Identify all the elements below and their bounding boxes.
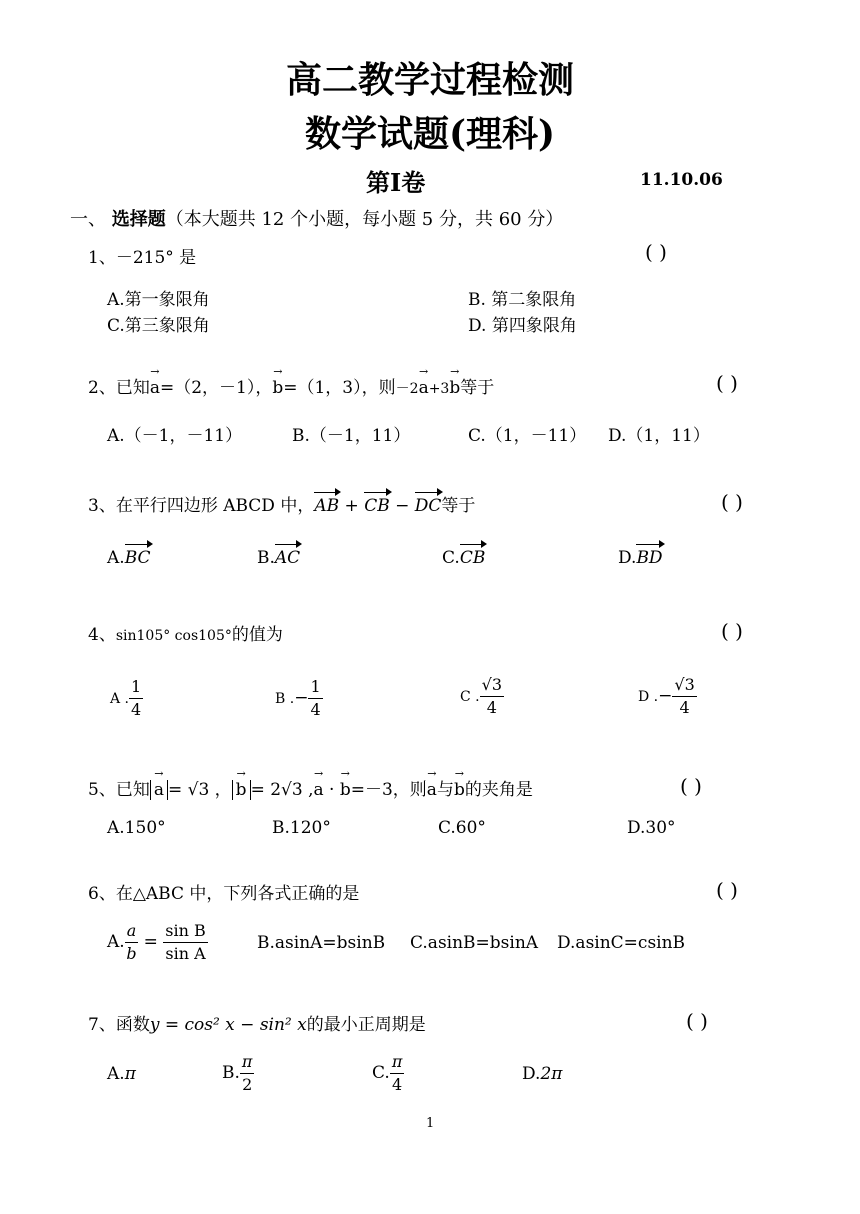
q4-option-b-fraction bbox=[308, 676, 322, 721]
answer-blank-7[interactable]: ( ) bbox=[686, 1009, 708, 1033]
q3-option-c-vector: CB bbox=[459, 548, 486, 568]
fraction-denominator: 4 bbox=[391, 1075, 403, 1094]
fraction-numerator: a bbox=[125, 920, 139, 943]
q3-option-d-label: D. bbox=[618, 548, 637, 568]
q2-prefix: 2、已知 bbox=[88, 378, 150, 398]
q7-option-c-label: C. bbox=[372, 1063, 390, 1083]
q7-option-b bbox=[222, 1051, 254, 1096]
fraction-numerator: 1 bbox=[308, 676, 322, 699]
q7-option-b-fraction bbox=[240, 1051, 255, 1096]
magnitude-b-value: = 2√3 , bbox=[250, 780, 314, 800]
q7-option-a bbox=[107, 1064, 136, 1084]
q6-option-a-label: A. bbox=[107, 932, 125, 952]
page-number: 1 bbox=[426, 1116, 435, 1131]
q7-option-d-value: 2π bbox=[540, 1064, 563, 1084]
fraction-numerator: 1 bbox=[129, 676, 143, 699]
q3-option-a bbox=[107, 548, 151, 568]
q2-suffix: 等于 bbox=[460, 378, 495, 398]
q6-option-a-right-fraction bbox=[163, 920, 207, 965]
q4-option-a-fraction bbox=[129, 676, 143, 721]
q2-option-a: A.（－1，－11） bbox=[107, 426, 243, 446]
q6-option-d: D.asinC=csinB bbox=[557, 933, 686, 953]
vector-cb: CB bbox=[364, 496, 390, 516]
q7-option-a-value: π bbox=[124, 1064, 136, 1084]
fraction-denominator: 4 bbox=[679, 698, 690, 717]
vector-b-value: =（1，3），则 bbox=[283, 378, 396, 398]
answer-blank-5[interactable]: ( ) bbox=[680, 774, 702, 798]
q3-option-d bbox=[618, 548, 663, 568]
q4-option-d bbox=[638, 674, 697, 719]
answer-blank-4[interactable]: ( ) bbox=[721, 619, 743, 643]
q7-option-b-label: B. bbox=[222, 1063, 240, 1083]
q5-option-c: C.60° bbox=[438, 818, 486, 838]
q4-option-d-fraction bbox=[672, 674, 696, 719]
q2-option-d: D.（1，11） bbox=[608, 426, 710, 446]
q4-option-b-sign: − bbox=[294, 688, 309, 708]
exam-date: 11.10.06 bbox=[640, 170, 723, 190]
q4-option-c-fraction bbox=[480, 674, 504, 719]
fraction-denominator: sin A bbox=[165, 944, 206, 963]
q7-option-d-label: D. bbox=[522, 1064, 541, 1084]
vector-b: → b bbox=[236, 780, 247, 800]
q7-option-c-fraction bbox=[390, 1051, 405, 1096]
q3-option-c-label: C. bbox=[442, 548, 460, 568]
vector-a-ref: → a bbox=[419, 378, 429, 398]
q3-option-b-vector: AC bbox=[274, 548, 301, 568]
q2-option-c: C.（1，－11） bbox=[468, 426, 587, 446]
q7-option-c bbox=[372, 1051, 404, 1096]
section-name: 选择题 bbox=[111, 209, 166, 230]
q1-option-a: A.第一象限角 bbox=[107, 290, 210, 310]
magnitude-a-value: = √3 ， bbox=[167, 780, 232, 800]
q5-prefix: 5、已知 bbox=[88, 780, 150, 800]
fraction-numerator: √3 bbox=[480, 674, 504, 697]
vector-ab: AB bbox=[314, 496, 340, 516]
fraction-numerator: π bbox=[240, 1051, 255, 1074]
q3-plus: + bbox=[344, 496, 359, 516]
q3-option-b-label: B. bbox=[257, 548, 275, 568]
q4-option-c bbox=[460, 674, 504, 719]
fraction-numerator: sin B bbox=[163, 920, 207, 943]
q3-option-a-label: A. bbox=[107, 548, 125, 568]
q3-prefix: 3、在平行四边形 ABCD 中， bbox=[88, 496, 315, 516]
q6-option-a-left-fraction bbox=[125, 920, 139, 965]
question-6-stem: 6、在△ABC 中，下列各式正确的是 bbox=[88, 884, 360, 904]
question-2-stem bbox=[88, 373, 494, 398]
q6-equals: = bbox=[143, 932, 158, 952]
q4-prefix: 4、 bbox=[88, 625, 116, 645]
question-7-stem bbox=[88, 1010, 426, 1035]
fraction-denominator: 4 bbox=[131, 700, 142, 719]
q3-option-d-vector: BD bbox=[636, 548, 663, 568]
fraction-numerator: √3 bbox=[672, 674, 696, 697]
fraction-denominator: 4 bbox=[486, 698, 497, 717]
q6-option-c: C.asinB=bsinA bbox=[410, 933, 539, 953]
vector-dc: DC bbox=[414, 496, 442, 516]
q6-option-b: B.asinA=bsinB bbox=[257, 933, 386, 953]
q4-option-c-label: C . bbox=[460, 689, 480, 705]
answer-blank-1[interactable]: ( ) bbox=[645, 240, 667, 264]
vector-a-value: =（2，－1）， bbox=[159, 378, 273, 398]
vector-a: → a bbox=[154, 780, 164, 800]
q7-prefix: 7、函数 bbox=[88, 1015, 150, 1035]
section-description: （本大题共 12 个小题，每小题 5 分，共 60 分） bbox=[165, 209, 564, 230]
q3-option-c bbox=[442, 548, 485, 568]
q6-option-a bbox=[107, 920, 208, 965]
fraction-numerator: π bbox=[390, 1051, 405, 1074]
dot-product-value: =－3，则 bbox=[350, 780, 427, 800]
magnitude-b bbox=[232, 780, 251, 800]
question-1-stem: 1、－215° 是 bbox=[88, 248, 197, 268]
dot-operator: · bbox=[323, 780, 340, 800]
q3-suffix: 等于 bbox=[441, 496, 476, 516]
q1-option-d: D. 第四象限角 bbox=[468, 316, 577, 336]
subject-title: 数学试题(理科) bbox=[304, 113, 556, 155]
q2-coef-a: －2 bbox=[395, 381, 419, 397]
q7-option-d bbox=[522, 1064, 562, 1084]
q5-connector: 与 bbox=[436, 780, 454, 800]
q2-coef-b: +3 bbox=[428, 381, 450, 397]
q4-suffix: 的值为 bbox=[231, 625, 283, 645]
q5-suffix: 的夹角是 bbox=[464, 780, 533, 800]
q4-option-a bbox=[110, 676, 143, 721]
main-title: 高二教学过程检测 bbox=[285, 59, 574, 101]
q4-option-b-label: B . bbox=[275, 691, 295, 707]
q5-option-d: D.30° bbox=[627, 818, 676, 838]
dot-vector-b: → b bbox=[340, 780, 351, 800]
q7-suffix: 的最小正周期是 bbox=[306, 1015, 426, 1035]
section-prefix: 一、 bbox=[70, 209, 106, 230]
q4-option-d-sign: − bbox=[658, 686, 673, 706]
question-4-stem bbox=[88, 620, 283, 645]
q2-option-b: B.（－1，11） bbox=[292, 426, 411, 446]
question-3-stem bbox=[88, 491, 475, 516]
fraction-denominator: b bbox=[126, 944, 137, 963]
answer-blank-2[interactable]: ( ) bbox=[716, 371, 738, 395]
answer-blank-6[interactable]: ( ) bbox=[716, 878, 738, 902]
q5-option-a: A.150° bbox=[107, 818, 166, 838]
q4-expression: sin105° cos105° bbox=[115, 628, 232, 644]
answer-blank-3[interactable]: ( ) bbox=[721, 490, 743, 514]
fraction-denominator: 4 bbox=[310, 700, 321, 719]
q7-option-a-label: A. bbox=[107, 1064, 125, 1084]
q7-expression: y = cos² x − sin² x bbox=[149, 1015, 307, 1035]
section-header bbox=[70, 205, 563, 231]
q3-minus: − bbox=[395, 496, 410, 516]
volume-label: 第I卷 bbox=[366, 168, 426, 197]
vector-b-ref: → b bbox=[449, 378, 460, 398]
q4-option-d-label: D . bbox=[638, 689, 659, 705]
q3-option-a-vector: BC bbox=[124, 548, 151, 568]
fraction-denominator: 2 bbox=[242, 1075, 253, 1094]
question-5-stem bbox=[88, 775, 533, 800]
q1-option-b: B. 第二象限角 bbox=[468, 290, 577, 310]
angle-vector-b: → b bbox=[454, 780, 465, 800]
q4-option-a-label: A . bbox=[110, 691, 130, 707]
vector-a: → a bbox=[150, 378, 160, 398]
q4-option-b bbox=[275, 676, 323, 721]
dot-vector-a: → a bbox=[313, 780, 323, 800]
q5-option-b: B.120° bbox=[272, 818, 331, 838]
q1-option-c: C.第三象限角 bbox=[107, 316, 210, 336]
magnitude-a bbox=[150, 780, 168, 800]
angle-vector-a: → a bbox=[427, 780, 437, 800]
vector-b: → b bbox=[272, 378, 283, 398]
q3-option-b bbox=[257, 548, 300, 568]
